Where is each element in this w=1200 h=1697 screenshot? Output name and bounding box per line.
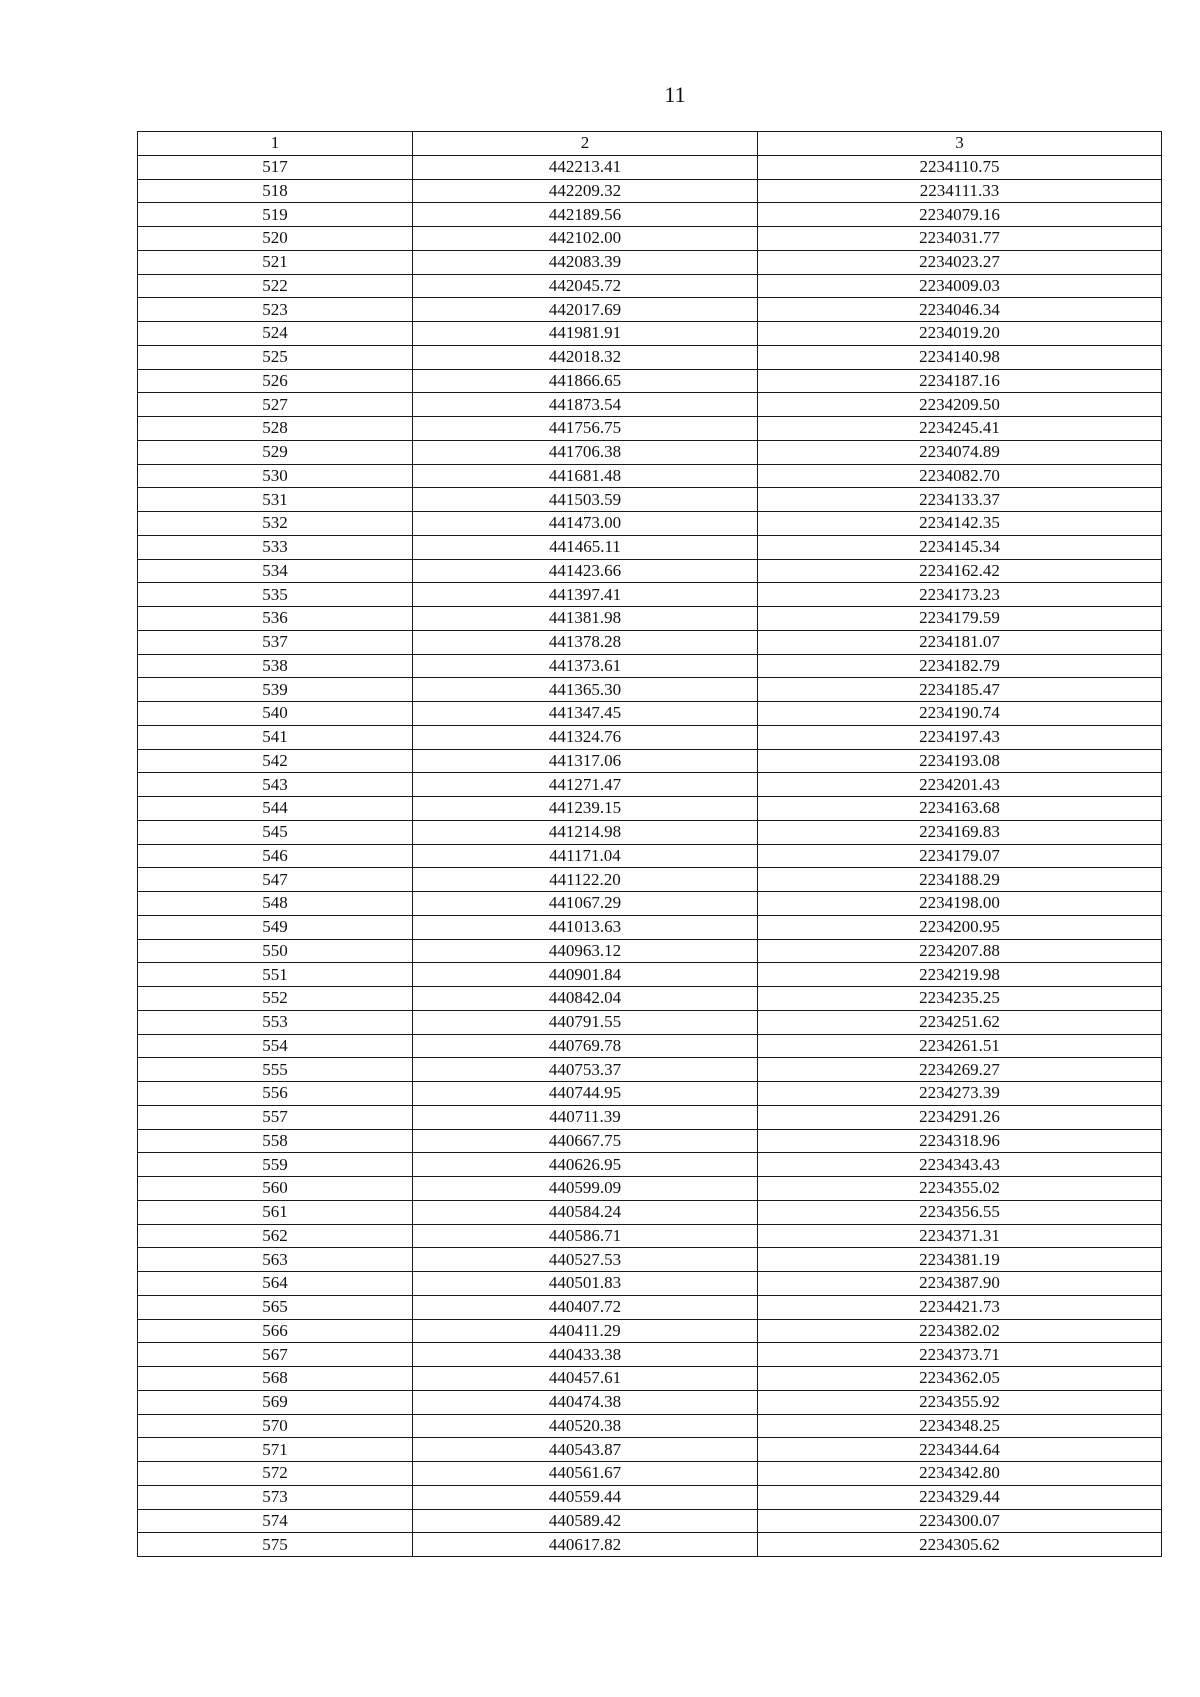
y-coordinate-cell: 2234382.02 <box>758 1319 1162 1343</box>
y-coordinate-cell: 2234329.44 <box>758 1485 1162 1509</box>
y-coordinate-cell: 2234355.02 <box>758 1177 1162 1201</box>
table-row <box>138 725 1162 749</box>
table-row <box>138 630 1162 654</box>
x-coordinate-cell: 440543.87 <box>413 1438 758 1462</box>
y-coordinate-cell: 2234031.77 <box>758 227 1162 251</box>
table-row <box>138 773 1162 797</box>
point-number-cell: 522 <box>138 274 413 298</box>
table-row <box>138 1533 1162 1557</box>
point-number-cell: 546 <box>138 844 413 868</box>
table-row <box>138 1200 1162 1224</box>
point-number-cell: 526 <box>138 369 413 393</box>
point-number-cell: 574 <box>138 1509 413 1533</box>
x-coordinate-cell: 441365.30 <box>413 678 758 702</box>
point-number-cell: 520 <box>138 227 413 251</box>
x-coordinate-cell: 441503.59 <box>413 488 758 512</box>
point-number-cell: 534 <box>138 559 413 583</box>
page-number: 11 <box>664 82 686 107</box>
x-coordinate-cell: 441423.66 <box>413 559 758 583</box>
point-number-cell: 538 <box>138 654 413 678</box>
point-number-cell: 536 <box>138 607 413 631</box>
table-row <box>138 369 1162 393</box>
x-coordinate-cell: 440667.75 <box>413 1129 758 1153</box>
y-coordinate-cell: 2234291.26 <box>758 1105 1162 1129</box>
column-header: 2 <box>413 132 758 156</box>
y-coordinate-cell: 2234381.19 <box>758 1248 1162 1272</box>
table-body <box>138 155 1162 1556</box>
y-coordinate-cell: 2234179.07 <box>758 844 1162 868</box>
table-row <box>138 1105 1162 1129</box>
point-number-cell: 535 <box>138 583 413 607</box>
y-coordinate-cell: 2234355.92 <box>758 1390 1162 1414</box>
x-coordinate-cell: 440561.67 <box>413 1462 758 1486</box>
point-number-cell: 552 <box>138 987 413 1011</box>
table-row <box>138 298 1162 322</box>
table-row <box>138 1319 1162 1343</box>
x-coordinate-cell: 441473.00 <box>413 512 758 536</box>
y-coordinate-cell: 2234200.95 <box>758 915 1162 939</box>
table-row <box>138 1295 1162 1319</box>
table-row <box>138 1224 1162 1248</box>
x-coordinate-cell: 440791.55 <box>413 1010 758 1034</box>
table-row <box>138 1058 1162 1082</box>
table-row <box>138 915 1162 939</box>
x-coordinate-cell: 441866.65 <box>413 369 758 393</box>
x-coordinate-cell: 441347.45 <box>413 702 758 726</box>
y-coordinate-cell: 2234019.20 <box>758 322 1162 346</box>
x-coordinate-cell: 440586.71 <box>413 1224 758 1248</box>
point-number-cell: 537 <box>138 630 413 654</box>
table-row <box>138 1272 1162 1296</box>
table-row <box>138 607 1162 631</box>
y-coordinate-cell: 2234181.07 <box>758 630 1162 654</box>
table-row <box>138 678 1162 702</box>
y-coordinate-cell: 2234188.29 <box>758 868 1162 892</box>
table-row <box>138 1153 1162 1177</box>
table-row <box>138 559 1162 583</box>
x-coordinate-cell: 441378.28 <box>413 630 758 654</box>
y-coordinate-cell: 2234245.41 <box>758 417 1162 441</box>
x-coordinate-cell: 441122.20 <box>413 868 758 892</box>
x-coordinate-cell: 440626.95 <box>413 1153 758 1177</box>
x-coordinate-cell: 442213.41 <box>413 155 758 179</box>
x-coordinate-cell: 441981.91 <box>413 322 758 346</box>
table-header-row <box>138 132 1162 156</box>
point-number-cell: 548 <box>138 892 413 916</box>
point-number-cell: 544 <box>138 797 413 821</box>
y-coordinate-cell: 2234209.50 <box>758 393 1162 417</box>
table-row <box>138 1367 1162 1391</box>
point-number-cell: 554 <box>138 1034 413 1058</box>
point-number-cell: 572 <box>138 1462 413 1486</box>
column-header: 1 <box>138 132 413 156</box>
y-coordinate-cell: 2234356.55 <box>758 1200 1162 1224</box>
y-coordinate-cell: 2234269.27 <box>758 1058 1162 1082</box>
x-coordinate-cell: 440407.72 <box>413 1295 758 1319</box>
point-number-cell: 530 <box>138 464 413 488</box>
table-row <box>138 702 1162 726</box>
y-coordinate-cell: 2234046.34 <box>758 298 1162 322</box>
y-coordinate-cell: 2234173.23 <box>758 583 1162 607</box>
table-row <box>138 1082 1162 1106</box>
x-coordinate-cell: 440769.78 <box>413 1034 758 1058</box>
x-coordinate-cell: 440433.38 <box>413 1343 758 1367</box>
coordinates-table <box>137 131 1162 1557</box>
table-row <box>138 1390 1162 1414</box>
point-number-cell: 542 <box>138 749 413 773</box>
x-coordinate-cell: 441465.11 <box>413 535 758 559</box>
point-number-cell: 563 <box>138 1248 413 1272</box>
y-coordinate-cell: 2234162.42 <box>758 559 1162 583</box>
x-coordinate-cell: 440474.38 <box>413 1390 758 1414</box>
x-coordinate-cell: 440457.61 <box>413 1367 758 1391</box>
y-coordinate-cell: 2234300.07 <box>758 1509 1162 1533</box>
point-number-cell: 550 <box>138 939 413 963</box>
y-coordinate-cell: 2234387.90 <box>758 1272 1162 1296</box>
table-row <box>138 987 1162 1011</box>
table-row <box>138 1343 1162 1367</box>
point-number-cell: 553 <box>138 1010 413 1034</box>
y-coordinate-cell: 2234133.37 <box>758 488 1162 512</box>
table-row <box>138 440 1162 464</box>
y-coordinate-cell: 2234193.08 <box>758 749 1162 773</box>
y-coordinate-cell: 2234207.88 <box>758 939 1162 963</box>
x-coordinate-cell: 442045.72 <box>413 274 758 298</box>
point-number-cell: 528 <box>138 417 413 441</box>
point-number-cell: 562 <box>138 1224 413 1248</box>
y-coordinate-cell: 2234079.16 <box>758 203 1162 227</box>
y-coordinate-cell: 2234142.35 <box>758 512 1162 536</box>
y-coordinate-cell: 2234163.68 <box>758 797 1162 821</box>
point-number-cell: 533 <box>138 535 413 559</box>
x-coordinate-cell: 440584.24 <box>413 1200 758 1224</box>
x-coordinate-cell: 440617.82 <box>413 1533 758 1557</box>
table-row <box>138 393 1162 417</box>
y-coordinate-cell: 2234362.05 <box>758 1367 1162 1391</box>
table-row <box>138 488 1162 512</box>
point-number-cell: 518 <box>138 179 413 203</box>
x-coordinate-cell: 440842.04 <box>413 987 758 1011</box>
x-coordinate-cell: 442017.69 <box>413 298 758 322</box>
x-coordinate-cell: 442189.56 <box>413 203 758 227</box>
table-row <box>138 535 1162 559</box>
y-coordinate-cell: 2234179.59 <box>758 607 1162 631</box>
point-number-cell: 569 <box>138 1390 413 1414</box>
y-coordinate-cell: 2234344.64 <box>758 1438 1162 1462</box>
x-coordinate-cell: 442102.00 <box>413 227 758 251</box>
point-number-cell: 567 <box>138 1343 413 1367</box>
table-row <box>138 820 1162 844</box>
table-row <box>138 345 1162 369</box>
x-coordinate-cell: 440744.95 <box>413 1082 758 1106</box>
y-coordinate-cell: 2234074.89 <box>758 440 1162 464</box>
x-coordinate-cell: 441271.47 <box>413 773 758 797</box>
table-row <box>138 1248 1162 1272</box>
y-coordinate-cell: 2234082.70 <box>758 464 1162 488</box>
point-number-cell: 541 <box>138 725 413 749</box>
point-number-cell: 570 <box>138 1414 413 1438</box>
point-number-cell: 559 <box>138 1153 413 1177</box>
point-number-cell: 545 <box>138 820 413 844</box>
x-coordinate-cell: 442209.32 <box>413 179 758 203</box>
point-number-cell: 568 <box>138 1367 413 1391</box>
point-number-cell: 547 <box>138 868 413 892</box>
y-coordinate-cell: 2234219.98 <box>758 963 1162 987</box>
table-row <box>138 512 1162 536</box>
table-row <box>138 155 1162 179</box>
table-row <box>138 749 1162 773</box>
point-number-cell: 557 <box>138 1105 413 1129</box>
table-row <box>138 844 1162 868</box>
point-number-cell: 558 <box>138 1129 413 1153</box>
x-coordinate-cell: 441756.75 <box>413 417 758 441</box>
table-row <box>138 1177 1162 1201</box>
column-header: 3 <box>758 132 1162 156</box>
x-coordinate-cell: 441324.76 <box>413 725 758 749</box>
x-coordinate-cell: 440753.37 <box>413 1058 758 1082</box>
y-coordinate-cell: 2234201.43 <box>758 773 1162 797</box>
y-coordinate-cell: 2234251.62 <box>758 1010 1162 1034</box>
table-row <box>138 1485 1162 1509</box>
point-number-cell: 549 <box>138 915 413 939</box>
point-number-cell: 531 <box>138 488 413 512</box>
x-coordinate-cell: 441171.04 <box>413 844 758 868</box>
x-coordinate-cell: 440501.83 <box>413 1272 758 1296</box>
x-coordinate-cell: 441214.98 <box>413 820 758 844</box>
point-number-cell: 561 <box>138 1200 413 1224</box>
x-coordinate-cell: 441317.06 <box>413 749 758 773</box>
y-coordinate-cell: 2234111.33 <box>758 179 1162 203</box>
y-coordinate-cell: 2234145.34 <box>758 535 1162 559</box>
table-row <box>138 417 1162 441</box>
table-row <box>138 797 1162 821</box>
y-coordinate-cell: 2234110.75 <box>758 155 1162 179</box>
x-coordinate-cell: 440711.39 <box>413 1105 758 1129</box>
y-coordinate-cell: 2234318.96 <box>758 1129 1162 1153</box>
y-coordinate-cell: 2234305.62 <box>758 1533 1162 1557</box>
x-coordinate-cell: 441067.29 <box>413 892 758 916</box>
point-number-cell: 556 <box>138 1082 413 1106</box>
table-row <box>138 1034 1162 1058</box>
point-number-cell: 521 <box>138 250 413 274</box>
y-coordinate-cell: 2234342.80 <box>758 1462 1162 1486</box>
y-coordinate-cell: 2234187.16 <box>758 369 1162 393</box>
x-coordinate-cell: 441239.15 <box>413 797 758 821</box>
point-number-cell: 573 <box>138 1485 413 1509</box>
table-row <box>138 892 1162 916</box>
table-row <box>138 1509 1162 1533</box>
point-number-cell: 519 <box>138 203 413 227</box>
x-coordinate-cell: 440599.09 <box>413 1177 758 1201</box>
table-row <box>138 654 1162 678</box>
table-row <box>138 1438 1162 1462</box>
x-coordinate-cell: 441873.54 <box>413 393 758 417</box>
point-number-cell: 551 <box>138 963 413 987</box>
y-coordinate-cell: 2234009.03 <box>758 274 1162 298</box>
point-number-cell: 517 <box>138 155 413 179</box>
x-coordinate-cell: 441681.48 <box>413 464 758 488</box>
y-coordinate-cell: 2234371.31 <box>758 1224 1162 1248</box>
y-coordinate-cell: 2234235.25 <box>758 987 1162 1011</box>
y-coordinate-cell: 2234169.83 <box>758 820 1162 844</box>
table-row <box>138 464 1162 488</box>
table-row <box>138 963 1162 987</box>
y-coordinate-cell: 2234273.39 <box>758 1082 1162 1106</box>
point-number-cell: 564 <box>138 1272 413 1296</box>
x-coordinate-cell: 440589.42 <box>413 1509 758 1533</box>
table-row <box>138 274 1162 298</box>
x-coordinate-cell: 442083.39 <box>413 250 758 274</box>
point-number-cell: 524 <box>138 322 413 346</box>
table-row <box>138 939 1162 963</box>
point-number-cell: 529 <box>138 440 413 464</box>
point-number-cell: 543 <box>138 773 413 797</box>
table-row <box>138 179 1162 203</box>
x-coordinate-cell: 440527.53 <box>413 1248 758 1272</box>
y-coordinate-cell: 2234373.71 <box>758 1343 1162 1367</box>
table-row <box>138 868 1162 892</box>
y-coordinate-cell: 2234421.73 <box>758 1295 1162 1319</box>
point-number-cell: 540 <box>138 702 413 726</box>
y-coordinate-cell: 2234190.74 <box>758 702 1162 726</box>
x-coordinate-cell: 440411.29 <box>413 1319 758 1343</box>
y-coordinate-cell: 2234140.98 <box>758 345 1162 369</box>
point-number-cell: 532 <box>138 512 413 536</box>
y-coordinate-cell: 2234348.25 <box>758 1414 1162 1438</box>
y-coordinate-cell: 2234182.79 <box>758 654 1162 678</box>
x-coordinate-cell: 440559.44 <box>413 1485 758 1509</box>
table-row <box>138 1462 1162 1486</box>
y-coordinate-cell: 2234197.43 <box>758 725 1162 749</box>
x-coordinate-cell: 441013.63 <box>413 915 758 939</box>
point-number-cell: 523 <box>138 298 413 322</box>
point-number-cell: 575 <box>138 1533 413 1557</box>
table-row <box>138 203 1162 227</box>
x-coordinate-cell: 441373.61 <box>413 654 758 678</box>
x-coordinate-cell: 440901.84 <box>413 963 758 987</box>
x-coordinate-cell: 441397.41 <box>413 583 758 607</box>
point-number-cell: 560 <box>138 1177 413 1201</box>
point-number-cell: 566 <box>138 1319 413 1343</box>
table-row <box>138 1010 1162 1034</box>
y-coordinate-cell: 2234343.43 <box>758 1153 1162 1177</box>
table-row <box>138 250 1162 274</box>
x-coordinate-cell: 441706.38 <box>413 440 758 464</box>
x-coordinate-cell: 442018.32 <box>413 345 758 369</box>
point-number-cell: 571 <box>138 1438 413 1462</box>
point-number-cell: 565 <box>138 1295 413 1319</box>
table-row <box>138 322 1162 346</box>
point-number-cell: 527 <box>138 393 413 417</box>
point-number-cell: 525 <box>138 345 413 369</box>
y-coordinate-cell: 2234198.00 <box>758 892 1162 916</box>
point-number-cell: 555 <box>138 1058 413 1082</box>
point-number-cell: 539 <box>138 678 413 702</box>
y-coordinate-cell: 2234023.27 <box>758 250 1162 274</box>
table-row <box>138 1129 1162 1153</box>
table-row <box>138 1414 1162 1438</box>
x-coordinate-cell: 440963.12 <box>413 939 758 963</box>
y-coordinate-cell: 2234185.47 <box>758 678 1162 702</box>
table-row <box>138 227 1162 251</box>
x-coordinate-cell: 440520.38 <box>413 1414 758 1438</box>
x-coordinate-cell: 441381.98 <box>413 607 758 631</box>
table-row <box>138 583 1162 607</box>
y-coordinate-cell: 2234261.51 <box>758 1034 1162 1058</box>
